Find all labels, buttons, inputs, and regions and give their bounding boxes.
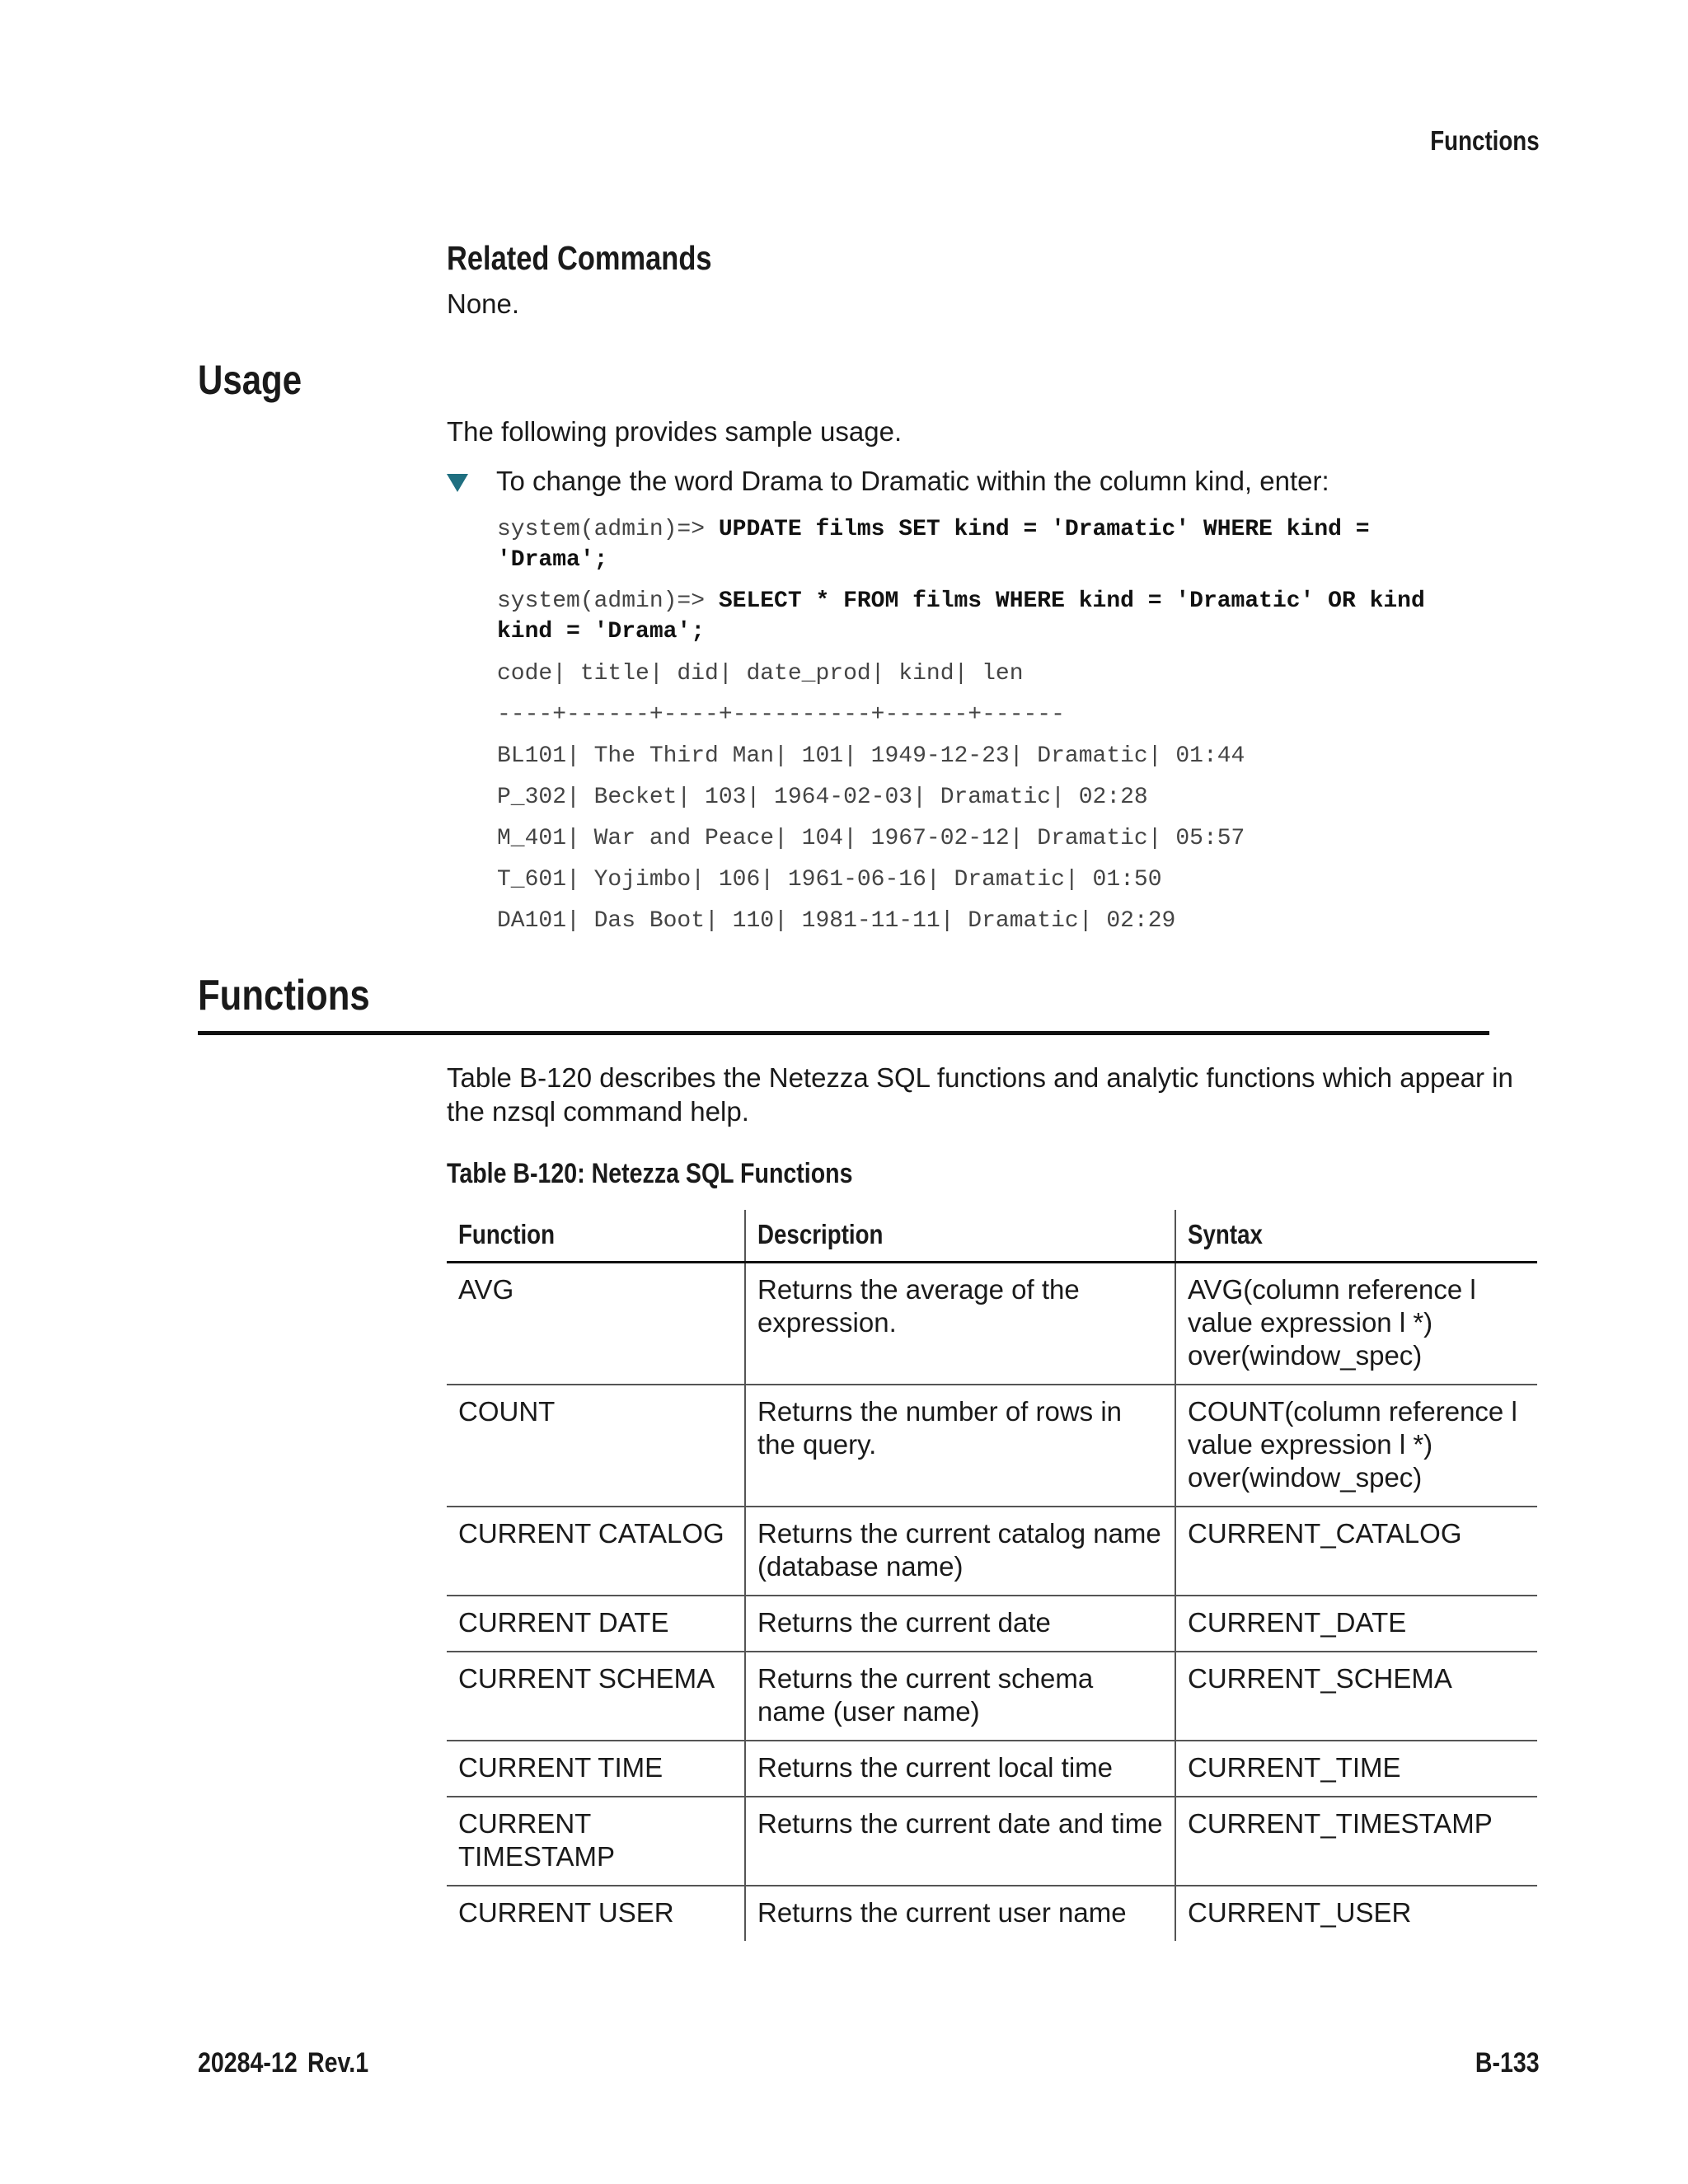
function-name: CURRENT SCHEMA: [447, 1652, 745, 1741]
function-name: AVG: [458, 1274, 514, 1305]
usage-bullet-text: To change the word Drama to Dramatic within the column kind, enter:: [496, 466, 1329, 496]
functions-heading: Functions: [198, 972, 370, 1019]
function-description: Returns the current date and time: [745, 1797, 1175, 1886]
triangle-bullet-icon: [447, 474, 468, 492]
doc-revision: Rev.1: [307, 2047, 369, 2079]
result-separator: ----+------+----+----------+------+------: [497, 702, 1065, 728]
function-description: Returns the average of the expression.: [745, 1263, 1175, 1385]
table-row: [447, 1797, 1537, 1886]
table-header-row: [447, 1210, 1537, 1263]
result-row: T_601| Yojimbo| 106| 1961-06-16| Dramatic| 01:50: [497, 867, 1162, 893]
result-row: P_302| Becket| 103| 1964-02-03| Dramatic| 02:28: [497, 785, 1148, 810]
table-row: [447, 1385, 1537, 1507]
page-number: B-133: [1475, 2047, 1540, 2079]
function-description: Returns the current user name: [745, 1886, 1175, 1941]
table-row: [447, 1507, 1537, 1596]
function-syntax: CURRENT_DATE: [1175, 1596, 1537, 1652]
functions-table: [447, 1210, 1537, 1941]
function-description: Returns the current local time: [745, 1741, 1175, 1797]
result-row: BL101| The Third Man| 101| 1949-12-23| Dramatic| 01:44: [497, 743, 1245, 769]
related-commands-heading: Related Commands: [447, 239, 712, 277]
code-line-select: [497, 586, 1425, 647]
code-prompt: system(admin)=>: [497, 517, 719, 542]
usage-bullet: [447, 466, 1329, 497]
function-name: COUNT: [447, 1385, 745, 1507]
function-description: Returns the current catalog name (database name): [745, 1507, 1175, 1596]
function-description: Returns the current date: [745, 1596, 1175, 1652]
result-row: DA101| Das Boot| 110| 1981-11-11| Dramatic| 02:29: [497, 908, 1176, 934]
column-header-description: Description: [745, 1210, 1175, 1263]
table-row: [447, 1263, 1537, 1385]
functions-description: Table B-120 describes the Netezza SQL functions and analytic functions which appear in the nzsql command help.: [447, 1062, 1513, 1127]
function-syntax: CURRENT_TIMESTAMP: [1175, 1797, 1537, 1886]
code-command: UPDATE films SET kind = 'Dramatic' WHERE kind = 'Drama';: [497, 517, 1370, 573]
table-row: [447, 1652, 1537, 1741]
function-syntax: COUNT(column reference l value expression l *) over(window_spec): [1175, 1385, 1537, 1507]
function-syntax: CURRENT_CATALOG: [1175, 1507, 1537, 1596]
function-syntax: AVG(column reference l value expression l *) over(window_spec): [1175, 1263, 1537, 1385]
result-row: M_401| War and Peace| 104| 1967-02-12| Dramatic| 05:57: [497, 826, 1245, 851]
related-commands-text: None.: [447, 288, 520, 319]
footer-doc-info: [198, 2047, 380, 2079]
function-name: CURRENT TIMESTAMP: [447, 1797, 745, 1886]
table-row: [447, 1741, 1537, 1797]
running-head: Functions: [1430, 125, 1540, 156]
code-prompt: system(admin)=>: [497, 588, 719, 614]
table-row: [447, 1886, 1537, 1941]
usage-intro: The following provides sample usage.: [447, 416, 903, 447]
column-header-syntax: Syntax: [1175, 1210, 1537, 1263]
table-caption: Table B-120: Netezza SQL Functions: [447, 1158, 853, 1189]
function-description: Returns the current schema name (user name): [745, 1652, 1175, 1741]
function-name: CURRENT CATALOG: [447, 1507, 745, 1596]
table-row: [447, 1596, 1537, 1652]
section-rule: [198, 1031, 1489, 1035]
result-header: code| title| did| date_prod| kind| len: [497, 661, 1024, 687]
function-syntax: CURRENT_SCHEMA: [1175, 1652, 1537, 1741]
code-line-update: [497, 514, 1370, 575]
function-name: CURRENT DATE: [447, 1596, 745, 1652]
column-header-function: Function: [447, 1210, 745, 1263]
function-description: Returns the number of rows in the query.: [745, 1385, 1175, 1507]
code-command: SELECT * FROM films WHERE kind = 'Dramatic' OR kind kind = 'Drama';: [497, 588, 1425, 644]
usage-heading: Usage: [198, 357, 302, 403]
function-syntax: CURRENT_TIME: [1175, 1741, 1537, 1797]
function-name: CURRENT TIME: [447, 1741, 745, 1797]
function-syntax: CURRENT_USER: [1175, 1886, 1537, 1941]
doc-number: 20284-12: [198, 2047, 298, 2079]
function-name: CURRENT USER: [447, 1886, 745, 1941]
